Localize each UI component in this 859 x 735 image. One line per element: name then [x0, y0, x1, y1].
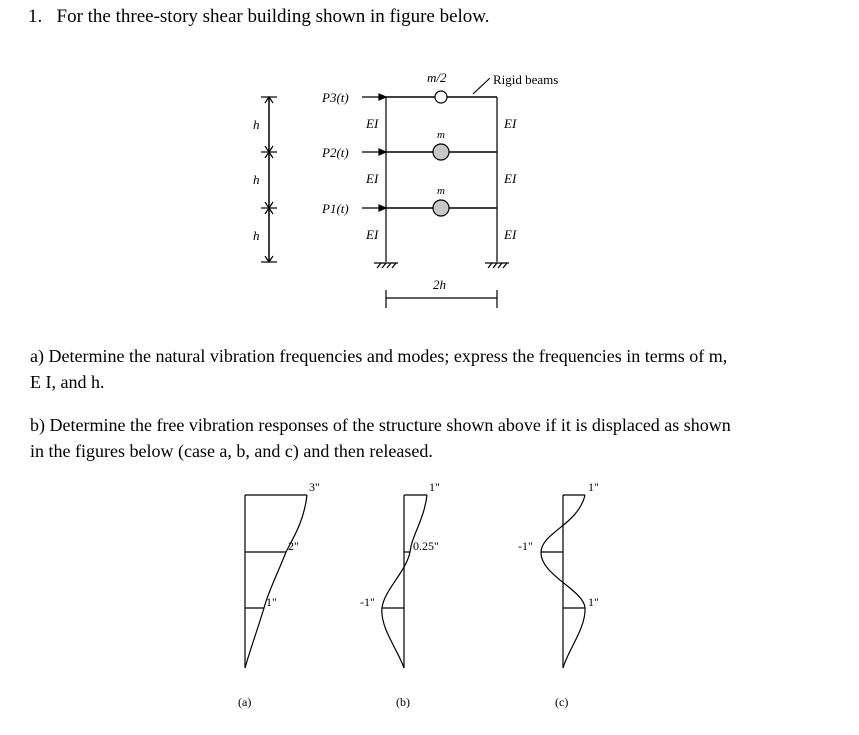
ei-label-right-1: EI — [504, 227, 517, 242]
load-p2-label: P2(t) — [322, 145, 349, 160]
part-b-line2: in the figures below (case a, b, and c) and then released. — [30, 441, 433, 461]
question-number: 1. — [28, 6, 43, 27]
case-c-mid-label: -1" — [518, 539, 533, 553]
part-a-line2: E I, and h. — [30, 372, 105, 392]
case-c-top-label: 1" — [588, 480, 599, 494]
part-a-line1: a) Determine the natural vibration frequencies and modes; express the frequencies in terms of m, — [30, 346, 728, 366]
hatch — [382, 263, 386, 268]
question-text: For the three-story shear building shown in figure below. — [56, 6, 490, 27]
case-c-bottom-label: 1" — [588, 595, 599, 609]
load-p3-label: P3(t) — [322, 90, 349, 105]
rigid-beams-label: Rigid beams — [493, 72, 559, 87]
case-a-top-label: 3" — [309, 480, 320, 494]
case-b-bottom-label: -1" — [360, 595, 375, 609]
displacement-figures — [245, 495, 585, 668]
load-arrowhead — [379, 149, 386, 155]
part-b-line1: b) Determine the free vibration responses of the structure shown above if it is displaced as shown — [30, 415, 731, 435]
case-a-mid-label: 2" — [288, 539, 299, 553]
hatch — [488, 263, 492, 268]
case-b-diagram — [382, 495, 427, 668]
hatch — [503, 263, 507, 268]
floor-mass-label-1: m — [437, 185, 445, 197]
roof-mass-label: m/2 — [427, 70, 447, 85]
width-label: 2h — [433, 277, 446, 292]
case-b-mid-label: 0.25" — [413, 539, 439, 553]
ei-label-right-3: EI — [504, 116, 517, 131]
load-arrowhead — [379, 205, 386, 211]
case-b-top-label: 1" — [429, 480, 440, 494]
ei-label-left-2: EI — [366, 171, 379, 186]
ei-label-right-2: EI — [504, 171, 517, 186]
hatch — [493, 263, 497, 268]
case-c-caption: (c) — [555, 695, 569, 709]
case-a-caption: (a) — [238, 695, 252, 709]
case-a-deflected-shape — [245, 495, 307, 668]
building-labels — [253, 70, 558, 292]
floor-mass-circle-1 — [433, 200, 449, 216]
case-a-bottom-label: 1" — [266, 595, 277, 609]
part-a-text — [30, 343, 830, 395]
hatch — [498, 263, 502, 268]
roof-mass-circle — [435, 91, 447, 103]
floor-mass-circle-2 — [433, 144, 449, 160]
dim-h-label-1: h — [253, 228, 260, 243]
rigid-beams-leader — [473, 78, 490, 94]
floor-mass-label-2: m — [437, 129, 445, 141]
case-c-diagram — [541, 495, 585, 668]
ei-label-left-1: EI — [366, 227, 379, 242]
load-arrowhead — [379, 94, 386, 100]
hatch — [377, 263, 381, 268]
load-p1-label: P1(t) — [322, 201, 349, 216]
case-b-caption: (b) — [396, 695, 410, 709]
dim-h-label-3: h — [253, 117, 260, 132]
ei-label-left-3: EI — [366, 116, 379, 131]
dim-h-label-2: h — [253, 172, 260, 187]
hatch — [392, 263, 396, 268]
case-a-diagram — [245, 495, 307, 668]
displacement-labels — [238, 480, 599, 709]
hatch — [387, 263, 391, 268]
part-b-text — [30, 412, 830, 464]
building-figure — [261, 78, 509, 308]
